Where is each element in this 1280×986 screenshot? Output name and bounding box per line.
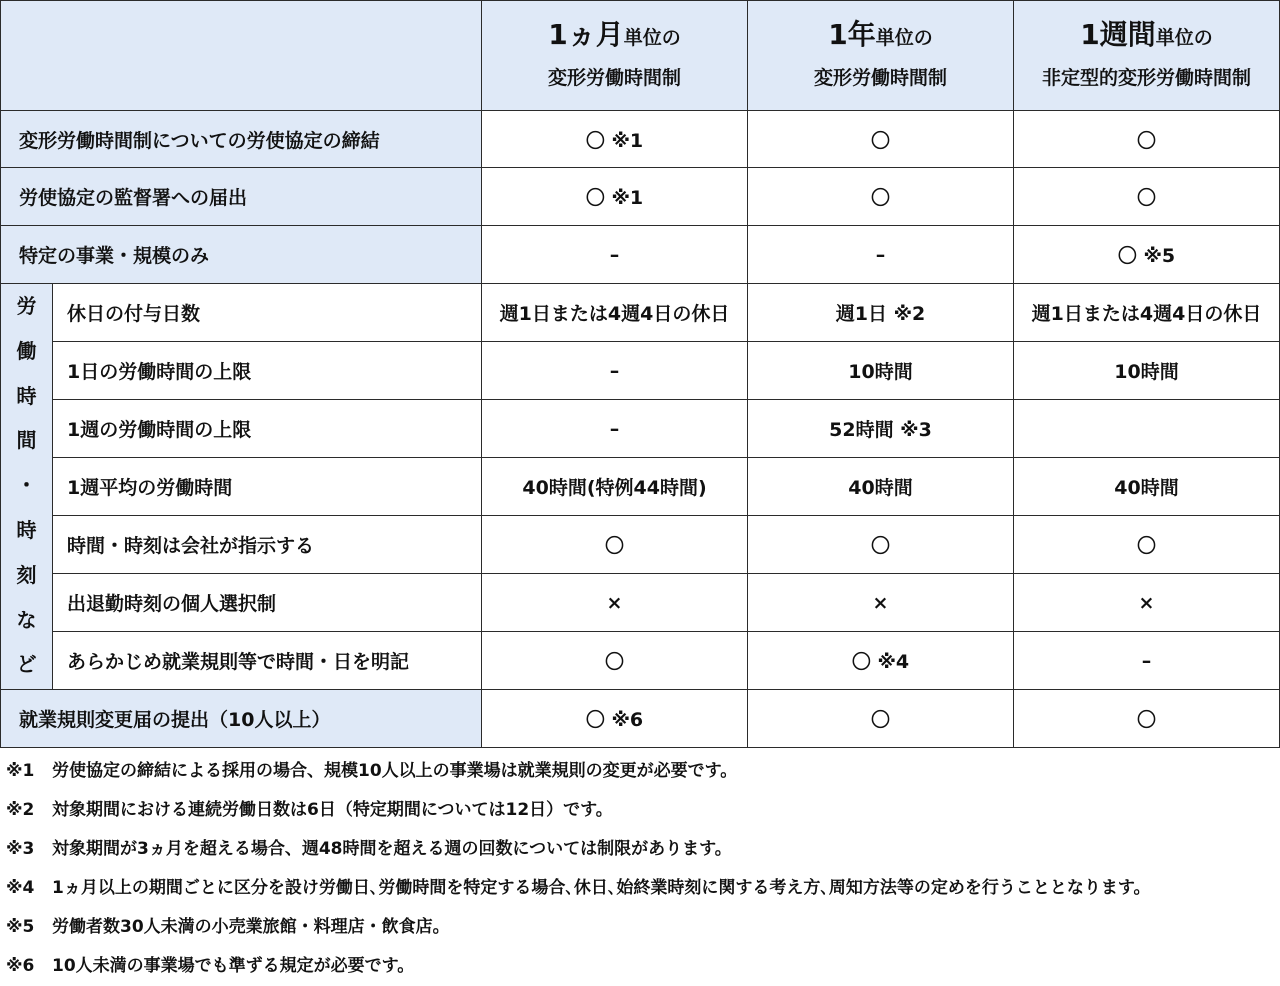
group-label-char: 時 <box>16 517 37 542</box>
group-label-char: 間 <box>16 428 37 453</box>
table-row <box>1 226 1280 284</box>
header-col2-line2: 変形労働時間制 <box>813 67 947 89</box>
cell-1year: 40時間 <box>748 458 1014 516</box>
table-row <box>1 168 1280 226</box>
table-row <box>1 516 1280 574</box>
table-row <box>1 111 1280 168</box>
footnote <box>6 830 1276 869</box>
header-col2-big: 1年 <box>828 18 876 51</box>
footnote-text: 対象期間における連続労働日数は6日（特定期間については12日）です。 <box>52 800 613 820</box>
footnote <box>6 908 1276 947</box>
cell-1month: 〇 ※6 <box>482 690 748 748</box>
cell-1month: – <box>482 400 748 458</box>
table-row <box>1 458 1280 516</box>
footnote <box>6 947 1276 986</box>
header-col1-small: 単位の <box>623 27 681 49</box>
cell-1year: 10時間 <box>748 342 1014 400</box>
footnote-key: ※1 <box>6 761 35 781</box>
group-label-char: 時 <box>16 383 37 408</box>
row-label: 変形労働時間制についての労使協定の締結 <box>1 111 482 168</box>
table-row <box>1 342 1280 400</box>
cell-1week: 〇 ※5 <box>1014 226 1280 284</box>
table-row <box>1 632 1280 690</box>
footnote <box>6 869 1276 908</box>
cell-1week: 週1日または4週4日の休日 <box>1014 284 1280 342</box>
footnote-text: 労働者数30人未満の小売業旅館・料理店・飲食店。 <box>52 917 450 937</box>
cell-1week: 〇 <box>1014 690 1280 748</box>
table-row <box>1 284 1280 342</box>
header-col3-line2: 非定型的変形労働時間制 <box>1041 67 1251 89</box>
cell-1month: 〇 ※1 <box>482 168 748 226</box>
footnote-key: ※5 <box>6 917 35 937</box>
cell-1month: 〇 <box>482 516 748 574</box>
footnote-key: ※4 <box>6 878 35 898</box>
footnotes <box>6 752 1276 986</box>
row-label: あらかじめ就業規則等で時間・日を明記 <box>53 632 482 690</box>
cell-1month: × <box>482 574 748 632</box>
row-label: 1週の労働時間の上限 <box>53 400 482 458</box>
cell-1month: 週1日または4週4日の休日 <box>482 284 748 342</box>
header-col-1week <box>1014 1 1280 111</box>
group-label-char: 刻 <box>16 562 37 587</box>
header-col1-big: 1ヵ月 <box>548 18 624 51</box>
footnote <box>6 752 1276 791</box>
cell-1year: – <box>748 226 1014 284</box>
group-label-char: ど <box>16 652 37 677</box>
header-col2-small: 単位の <box>875 27 933 49</box>
cell-1week: 10時間 <box>1014 342 1280 400</box>
header-col3-big: 1週間 <box>1080 18 1156 51</box>
group-label-char: な <box>16 607 37 632</box>
cell-1week: × <box>1014 574 1280 632</box>
cell-1year: 〇 <box>748 168 1014 226</box>
group-label-char: ・ <box>16 473 37 498</box>
cell-1week: 〇 <box>1014 516 1280 574</box>
footnote-key: ※2 <box>6 800 35 820</box>
cell-1week: 〇 <box>1014 111 1280 168</box>
table-row <box>1 574 1280 632</box>
cell-1month: 40時間(特例44時間) <box>482 458 748 516</box>
row-label: 時間・時刻は会社が指示する <box>53 516 482 574</box>
row-label: 1日の労働時間の上限 <box>53 342 482 400</box>
row-label: 休日の付与日数 <box>53 284 482 342</box>
header-col1-line2: 変形労働時間制 <box>547 67 681 89</box>
group-label-working-hours <box>1 284 53 690</box>
cell-1week: – <box>1014 632 1280 690</box>
table-row <box>1 690 1280 748</box>
cell-1year: 〇 <box>748 690 1014 748</box>
cell-1year: 〇 <box>748 111 1014 168</box>
footnote-text: 対象期間が3ヵ月を超える場合、週48時間を超える週の回数については制限があります。 <box>52 839 732 859</box>
cell-1month: – <box>482 226 748 284</box>
header-col-1month <box>482 1 748 111</box>
cell-1month: – <box>482 342 748 400</box>
footnote-text: 労使協定の締結による採用の場合、規模10人以上の事業場は就業規則の変更が必要です。 <box>52 761 738 781</box>
cell-1year: 週1日 ※2 <box>748 284 1014 342</box>
footnote <box>6 791 1276 830</box>
header-col-1year <box>748 1 1014 111</box>
header-corner-cell <box>1 1 482 111</box>
footnote-text: 10人未満の事業場でも準ずる規定が必要です。 <box>52 956 415 976</box>
cell-1week: 〇 <box>1014 168 1280 226</box>
cell-1week: 40時間 <box>1014 458 1280 516</box>
header-col3-small: 単位の <box>1155 27 1213 49</box>
header-row <box>1 1 1280 111</box>
cell-1month: 〇 <box>482 632 748 690</box>
row-label: 1週平均の労働時間 <box>53 458 482 516</box>
cell-1month: 〇 ※1 <box>482 111 748 168</box>
footnote-key: ※3 <box>6 839 35 859</box>
row-label: 出退勤時刻の個人選択制 <box>53 574 482 632</box>
cell-1year: × <box>748 574 1014 632</box>
group-label-char: 働 <box>16 338 37 363</box>
cell-1year: 〇 <box>748 516 1014 574</box>
row-label: 就業規則変更届の提出（10人以上） <box>1 690 482 748</box>
cell-1week <box>1014 400 1280 458</box>
footnote-key: ※6 <box>6 956 35 976</box>
cell-1year: 52時間 ※3 <box>748 400 1014 458</box>
group-label-char: 労 <box>16 294 37 318</box>
row-label: 特定の事業・規模のみ <box>1 226 482 284</box>
cell-1year: 〇 ※4 <box>748 632 1014 690</box>
footnote-text: 1ヵ月以上の期間ごとに区分を設け労働日､労働時間を特定する場合､休日､始終業時刻に関する考え方､周知方法等の定めを行うこととなります。 <box>52 878 1151 898</box>
table-row <box>1 400 1280 458</box>
row-label: 労使協定の監督署への届出 <box>1 168 482 226</box>
